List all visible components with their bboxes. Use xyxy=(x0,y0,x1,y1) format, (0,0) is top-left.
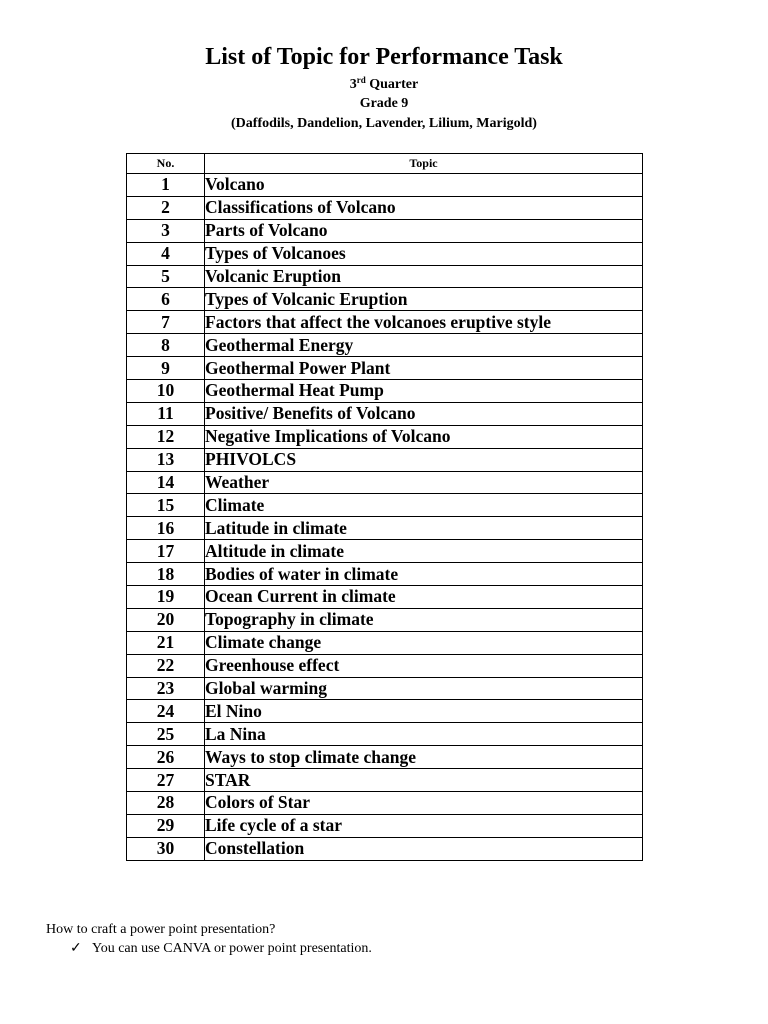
row-topic: Geothermal Power Plant xyxy=(205,357,643,380)
table-row xyxy=(127,563,643,586)
row-topic: STAR xyxy=(205,769,643,792)
sections-label: (Daffodils, Dandelion, Lavender, Lilium, Marigold) xyxy=(231,116,537,131)
row-topic: Positive/ Benefits of Volcano xyxy=(205,402,643,425)
table-row xyxy=(127,448,643,471)
row-topic: Geothermal Heat Pump xyxy=(205,380,643,403)
row-topic: Ways to stop climate change xyxy=(205,746,643,769)
row-number: 14 xyxy=(127,471,205,494)
row-number: 25 xyxy=(127,723,205,746)
row-number: 4 xyxy=(127,242,205,265)
checkmark-icon: ✓ xyxy=(70,941,82,956)
quarter-suffix: rd xyxy=(356,75,366,85)
row-number: 16 xyxy=(127,517,205,540)
row-number: 7 xyxy=(127,311,205,334)
quarter-number: 3 xyxy=(349,77,357,92)
row-number: 11 xyxy=(127,402,205,425)
note-bullet-text: You can use CANVA or power point presentation. xyxy=(92,941,372,956)
row-number: 18 xyxy=(127,563,205,586)
row-number: 21 xyxy=(127,631,205,654)
table-row xyxy=(127,837,643,860)
row-topic: Types of Volcanic Eruption xyxy=(205,288,643,311)
table-row xyxy=(127,425,643,448)
row-number: 19 xyxy=(127,586,205,609)
row-number: 9 xyxy=(127,357,205,380)
row-topic: Negative Implications of Volcano xyxy=(205,425,643,448)
table-body xyxy=(127,174,643,861)
row-topic: Topography in climate xyxy=(205,608,643,631)
table-row xyxy=(127,517,643,540)
row-topic: Greenhouse effect xyxy=(205,654,643,677)
row-number: 3 xyxy=(127,219,205,242)
table-row xyxy=(127,631,643,654)
row-number: 23 xyxy=(127,677,205,700)
quarter-label xyxy=(0,76,768,94)
row-number: 28 xyxy=(127,792,205,815)
row-number: 22 xyxy=(127,654,205,677)
row-topic: Altitude in climate xyxy=(205,540,643,563)
row-number: 10 xyxy=(127,380,205,403)
row-number: 12 xyxy=(127,425,205,448)
row-number: 15 xyxy=(127,494,205,517)
table-row xyxy=(127,792,643,815)
quarter-word: Quarter xyxy=(365,77,419,92)
row-topic: El Nino xyxy=(205,700,643,723)
row-topic: Climate xyxy=(205,494,643,517)
row-number: 29 xyxy=(127,814,205,837)
row-number: 13 xyxy=(127,448,205,471)
note-bullet xyxy=(70,940,372,958)
table-header-row xyxy=(127,154,643,174)
row-topic: Types of Volcanoes xyxy=(205,242,643,265)
note-question: How to craft a power point presentation? xyxy=(46,922,276,937)
row-number: 20 xyxy=(127,608,205,631)
row-number: 24 xyxy=(127,700,205,723)
row-topic: Parts of Volcano xyxy=(205,219,643,242)
row-topic: Bodies of water in climate xyxy=(205,563,643,586)
row-topic: Global warming xyxy=(205,677,643,700)
table-row xyxy=(127,334,643,357)
row-number: 2 xyxy=(127,196,205,219)
row-topic: Colors of Star xyxy=(205,792,643,815)
row-topic: Climate change xyxy=(205,631,643,654)
row-number: 26 xyxy=(127,746,205,769)
table-row xyxy=(127,242,643,265)
table-row xyxy=(127,219,643,242)
table-row xyxy=(127,700,643,723)
table-row xyxy=(127,471,643,494)
row-topic: Constellation xyxy=(205,837,643,860)
table-row xyxy=(127,357,643,380)
row-topic: Weather xyxy=(205,471,643,494)
row-topic: Volcano xyxy=(205,174,643,197)
table-row xyxy=(127,311,643,334)
row-topic: Ocean Current in climate xyxy=(205,586,643,609)
table-row xyxy=(127,288,643,311)
header-no: No. xyxy=(127,154,205,174)
table-row xyxy=(127,174,643,197)
table-row xyxy=(127,723,643,746)
table-row xyxy=(127,586,643,609)
row-number: 30 xyxy=(127,837,205,860)
row-topic: La Nina xyxy=(205,723,643,746)
row-number: 1 xyxy=(127,174,205,197)
grade-label: Grade 9 xyxy=(359,96,409,111)
row-topic: PHIVOLCS xyxy=(205,448,643,471)
table-row xyxy=(127,608,643,631)
table-row xyxy=(127,540,643,563)
table-row xyxy=(127,196,643,219)
row-number: 8 xyxy=(127,334,205,357)
document-title: List of Topic for Performance Task xyxy=(205,44,563,70)
table-row xyxy=(127,494,643,517)
table-row xyxy=(127,677,643,700)
row-number: 27 xyxy=(127,769,205,792)
table-row xyxy=(127,265,643,288)
table-row xyxy=(127,769,643,792)
row-topic: Factors that affect the volcanoes eruptive style xyxy=(205,311,643,334)
topics-table xyxy=(126,153,643,861)
row-topic: Volcanic Eruption xyxy=(205,265,643,288)
row-topic: Geothermal Energy xyxy=(205,334,643,357)
row-topic: Latitude in climate xyxy=(205,517,643,540)
table-row xyxy=(127,654,643,677)
row-topic: Classifications of Volcano xyxy=(205,196,643,219)
table-row xyxy=(127,746,643,769)
header-topic: Topic xyxy=(205,154,643,174)
row-number: 6 xyxy=(127,288,205,311)
row-number: 17 xyxy=(127,540,205,563)
table-row xyxy=(127,814,643,837)
row-number: 5 xyxy=(127,265,205,288)
row-topic: Life cycle of a star xyxy=(205,814,643,837)
table-row xyxy=(127,380,643,403)
table-row xyxy=(127,402,643,425)
